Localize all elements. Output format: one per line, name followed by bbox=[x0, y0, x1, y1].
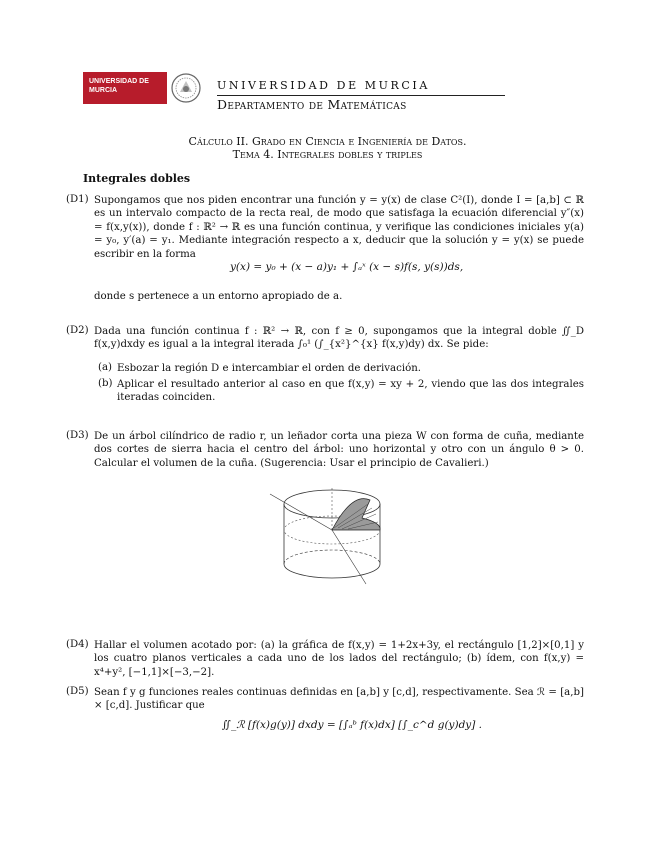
problem-label: (D3) bbox=[66, 430, 89, 441]
formula: ∬_ℛ [f(x)g(y)] dxdy = [∫ₐᵇ f(x)dx] [∫_c^d g(y)dy] . bbox=[222, 719, 483, 731]
problem-label: (D1) bbox=[66, 194, 89, 205]
item-label: (b) bbox=[98, 378, 113, 389]
problem-text: De un árbol cilíndrico de radio r, un leñador corta una pieza W con forma de cuña, mediante dos cortes de sierra hacia el centro del árbol: uno horizontal y otro con un ángulo θ > 0. Calcular el volumen de la cuña. (Sugerencia: Usar el principio de Cavalieri.) bbox=[94, 431, 584, 469]
formula: y(x) = y₀ + (x − a)y₁ + ∫ₐˣ (x − s)f(s, y(s))ds, bbox=[230, 261, 464, 273]
item-text: Esbozar la región D e intercambiar el orden de derivación. bbox=[117, 363, 422, 374]
problem-text: Hallar el volumen acotado por: (a) la gráfica de f(x,y) = 1+2x+3y, el rectángulo [1,2]×[0,1] y los cuatro planos verticales a cada uno de los lados del rectángulo; (b) ídem, con f(x,y) = x⁴+y², [−1,1]×[−3,−2]. bbox=[94, 640, 584, 678]
wedge bbox=[332, 499, 380, 530]
problem-text: donde s pertenece a un entorno apropiado de a. bbox=[94, 291, 343, 302]
header-rule bbox=[217, 95, 505, 96]
logo-text: UNIVERSIDAD DE MURCIA bbox=[89, 78, 149, 94]
department-name: Departamento de Matemáticas bbox=[217, 97, 407, 112]
problem-text: Sean f y g funciones reales continuas definidas en [a,b] y [c,d], respectivamente. Sea ℛ = [a,b] × [c,d]. Justificar que bbox=[94, 687, 584, 712]
problem-text: Supongamos que nos piden encontrar una función y = y(x) de clase C²(I), donde I = [a,b] ⊂ ℝ es un intervalo compacto de la recta real, de modo que satisfaga la ecuación diferencial y″(x) = f(x,y(x)), donde f : ℝ² → ℝ es una función continua, y verifique las condiciones iniciales y(a) = y₀, y′(a) = y₁. Mediante integración respecto a x, deducir que la solución y = y(x) se puede escribir en la forma bbox=[94, 195, 584, 260]
course-line: Cálculo II. Grado en Ciencia e Ingeniería de Datos. bbox=[188, 135, 467, 148]
problem-text: Dada una función continua f : ℝ² → ℝ, con f ≥ 0, supongamos que la integral doble ∬_D f(x,y)dxdy es igual a la integral iterada ∫₀¹ (∫_{x²}^{x} f(x,y)dy) dx. Se pide: bbox=[94, 326, 584, 351]
problem-label: (D2) bbox=[66, 325, 89, 336]
cylinder-bottom-back bbox=[284, 550, 380, 564]
axis-line bbox=[270, 494, 332, 530]
topic-line: Tema 4. Integrales dobles y triples bbox=[232, 148, 423, 161]
problem-label: (D5) bbox=[66, 686, 89, 697]
problem-label: (D4) bbox=[66, 639, 89, 650]
item-label: (a) bbox=[98, 362, 113, 373]
university-logo bbox=[83, 72, 167, 104]
cylinder-bottom-front bbox=[284, 564, 380, 578]
wedge-figure bbox=[262, 482, 402, 590]
item-text: Aplicar el resultado anterior al caso en que f(x,y) = xy + 2, viendo que las dos integrales iteradas coinciden. bbox=[117, 379, 584, 404]
seal-icon bbox=[170, 72, 202, 104]
axis-line bbox=[332, 530, 366, 584]
university-name: UNIVERSIDAD DE MURCIA bbox=[217, 79, 430, 92]
section-title: Integrales dobles bbox=[83, 172, 191, 185]
